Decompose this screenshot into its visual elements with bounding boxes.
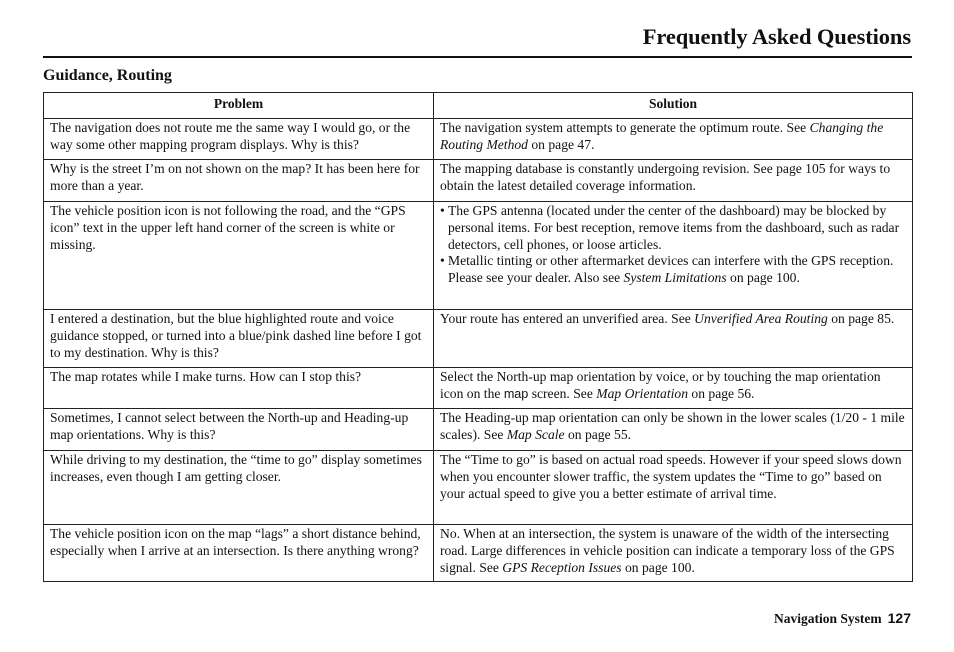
table-header-row (44, 93, 913, 119)
problem-cell: The map rotates while I make turns. How can I stop this? (44, 368, 434, 409)
page-reference: GPS Reception Issues (502, 559, 622, 575)
title-divider (43, 56, 912, 58)
faq-table (43, 92, 913, 582)
solution-cell (434, 119, 913, 160)
table-row (44, 119, 913, 160)
table-row (44, 451, 913, 525)
solution-text: Your route has entered an unverified area. See (440, 311, 695, 326)
page-reference: Changing the Routing Method (440, 120, 884, 152)
page-reference: System Limitations (623, 270, 727, 286)
solution-text: Select the North-up map orientation by voice, or by touching the map orientation icon on the (440, 369, 881, 401)
section-heading: Guidance, Routing (43, 67, 172, 84)
footer-label: Navigation System (774, 611, 882, 626)
solution-text: on page 85. (827, 311, 895, 326)
solution-text: on page 100. (726, 270, 800, 286)
solution-text: screen. See (528, 385, 597, 401)
solution-text: The navigation system attempts to generate the optimum route. See (440, 120, 810, 135)
page-number: 127 (887, 610, 911, 626)
problem-cell: Why is the street I’m on not shown on the map? It has been here for more than a year. (44, 160, 434, 202)
page-title: Frequently Asked Questions (642, 24, 911, 49)
solution-cell (434, 409, 913, 451)
column-header-problem: Problem (44, 93, 434, 119)
problem-cell: The vehicle position icon on the map “lags” a short distance behind, especially when I arrive at an intersection. Is there anything wrong? (44, 525, 434, 582)
solution-text: Metallic tinting or other aftermarket devices can interfere with the GPS reception. Please see your dealer. Also see (448, 253, 894, 286)
problem-cell: The navigation does not route me the same way I would go, or the way some other mapping program displays. Why is this? (44, 119, 434, 160)
solution-cell (434, 368, 913, 409)
solution-cell: The mapping database is constantly undergoing revision. See page 105 for ways to obtain the latest detailed coverage information. (434, 160, 913, 202)
table-row (44, 525, 913, 582)
column-header-solution: Solution (434, 93, 913, 119)
solution-text: on page 100. (621, 559, 695, 575)
solution-text: on page 55. (564, 426, 632, 442)
table-row (44, 368, 913, 409)
list-item: • The GPS antenna (located under the center of the dashboard) may be blocked by personal items. For best reception, remove items from the dashboard, such as radar detectors, cell phones, or loose articles. (440, 203, 906, 253)
solution-cell: The “Time to go” is based on actual road speeds. However if your speed slows down when you encounter slower traffic, the system updates the “Time to go” based on your actual speed to give you a better estimate of arrival time. (434, 451, 913, 525)
table-row (44, 310, 913, 368)
solution-text: The Heading-up map orientation can only be shown in the lower scales (1/20 - 1 mile scales). See (440, 410, 905, 442)
table-row (44, 202, 913, 310)
page-footer (774, 610, 911, 627)
solution-cell (434, 202, 913, 310)
list-item (440, 253, 906, 287)
problem-cell: The vehicle position icon is not following the road, and the “GPS icon” text in the upper left hand corner of the screen is white or missing. (44, 202, 434, 310)
problem-cell: I entered a destination, but the blue highlighted route and voice guidance stopped, or turned into a blue/pink dashed line before I got to my destination. Why is this? (44, 310, 434, 368)
screen-name: map (503, 386, 529, 401)
solution-bullet-list (440, 203, 906, 287)
problem-cell: While driving to my destination, the “time to go” display sometimes increases, even though I am getting closer. (44, 451, 434, 525)
problem-cell: Sometimes, I cannot select between the North-up and Heading-up map orientations. Why is this? (44, 409, 434, 451)
solution-text: on page 56. (688, 385, 755, 401)
page-reference: Unverified Area Routing (694, 311, 828, 326)
solution-cell (434, 310, 913, 368)
page-reference: Map Orientation (596, 385, 689, 401)
solution-cell (434, 525, 913, 582)
solution-text: No. When at an intersection, the system is unaware of the width of the intersecting road. Large differences in vehicle position can indicate a temporary loss of the GPS signal. See (440, 526, 895, 575)
table-row (44, 409, 913, 451)
solution-text: on page 47. (527, 136, 595, 152)
table-row (44, 160, 913, 202)
page-reference: Map Scale (506, 426, 565, 442)
